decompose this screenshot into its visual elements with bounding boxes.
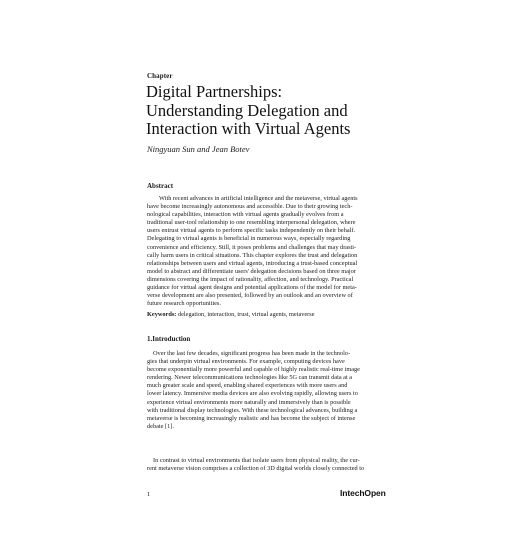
abstract-line: nological capabilities, interaction with virtual agents gradually evolves from a	[147, 211, 344, 219]
title-line: Digital Partnerships:	[146, 82, 283, 101]
paragraph-line: become exponentially more powerful and capable of highly realistic real-time image	[147, 366, 360, 374]
abstract-heading: Abstract	[147, 182, 174, 190]
publisher-logo: IntechOpen	[340, 488, 386, 498]
title-line: Interaction with Virtual Agents	[146, 119, 351, 138]
paragraph-line: rent metaverse vision comprises a collection of 3D digital worlds closely connected to	[147, 465, 365, 473]
authors: Ningyuan Sun and Jean Botev	[147, 144, 250, 154]
abstract-line: Delegating to virtual agents is beneficial in numerous ways, especially regarding	[147, 235, 351, 243]
abstract-line: dimensions covering the impact of rationality, affection, and technology. Practical	[147, 275, 354, 283]
abstract-line: traditional user-tool relationship to one resembling interpersonal delegation, where	[147, 219, 356, 227]
paragraph-line: Over the last few decades, significant progress has been made in the technolo-	[153, 350, 351, 357]
paragraph-line: metaverse is becoming increasingly realistic and has become the subject of intense	[147, 414, 356, 422]
introduction-paragraph-2	[147, 457, 377, 473]
paragraph-line: In contrast to virtual environments that isolate users from physical reality, the cur-	[153, 457, 360, 464]
title-line: Understanding Delegation and	[146, 100, 348, 120]
abstract-line: users entrust virtual agents to perform specific tasks independently on their behalf.	[147, 227, 356, 235]
paragraph-line: gies that underpin virtual environments. For example, computing devices have	[147, 358, 345, 366]
abstract-body	[147, 195, 377, 308]
paragraph-line: experience virtual environments more naturally and immersively than is possible	[147, 398, 351, 406]
abstract-line: relationships between users and virtual agents, introducing a trust-based conceptual	[147, 259, 358, 267]
paragraph-line: with traditional display technologies. With these technological advances, building a	[147, 406, 358, 414]
abstract-line: cally harm users in critical situations. This chapter explores the trust and delegation	[147, 251, 358, 259]
chapter-label: Chapter	[147, 72, 173, 80]
paragraph-line: much greater scale and speed, enabling shared experiences with more users and	[147, 382, 348, 390]
introduction-paragraph-1	[147, 350, 377, 431]
abstract-line: verse development are also presented, followed by an outlook and an overview of	[147, 292, 353, 300]
abstract-line: have become increasingly autonomous and accessible. Due to their growing tech-	[147, 203, 353, 211]
keywords-label: Keywords:	[147, 311, 177, 318]
abstract-line: model to abstract and differentiate users' delegation decisions based on three major	[147, 267, 356, 275]
abstract-line: guidance for virtual agent designs and potential applications of the model for meta-	[147, 284, 357, 292]
paragraph-line: rendering. Newer telecommunications technologies like 5G can transmit data at a	[147, 374, 353, 382]
abstract-line: With recent advances in artificial intelligence and the metaverse, virtual agents	[159, 195, 358, 202]
abstract-line: future research opportunities.	[147, 300, 221, 308]
introduction-heading: 1.Introduction	[147, 335, 191, 343]
paragraph-line: lower latency. Immersive media devices are also evolving rapidly, allowing users to	[147, 390, 358, 398]
keywords	[147, 311, 315, 318]
abstract-line: convenience and efficiency. Still, it poses problems and challenges that may drasti-	[147, 243, 357, 251]
chapter-title	[146, 83, 416, 139]
page-number: 1	[147, 491, 151, 498]
keywords-text: delegation, interaction, trust, virtual agents, metaverse	[176, 311, 315, 318]
paragraph-line: debate [1].	[147, 422, 174, 430]
